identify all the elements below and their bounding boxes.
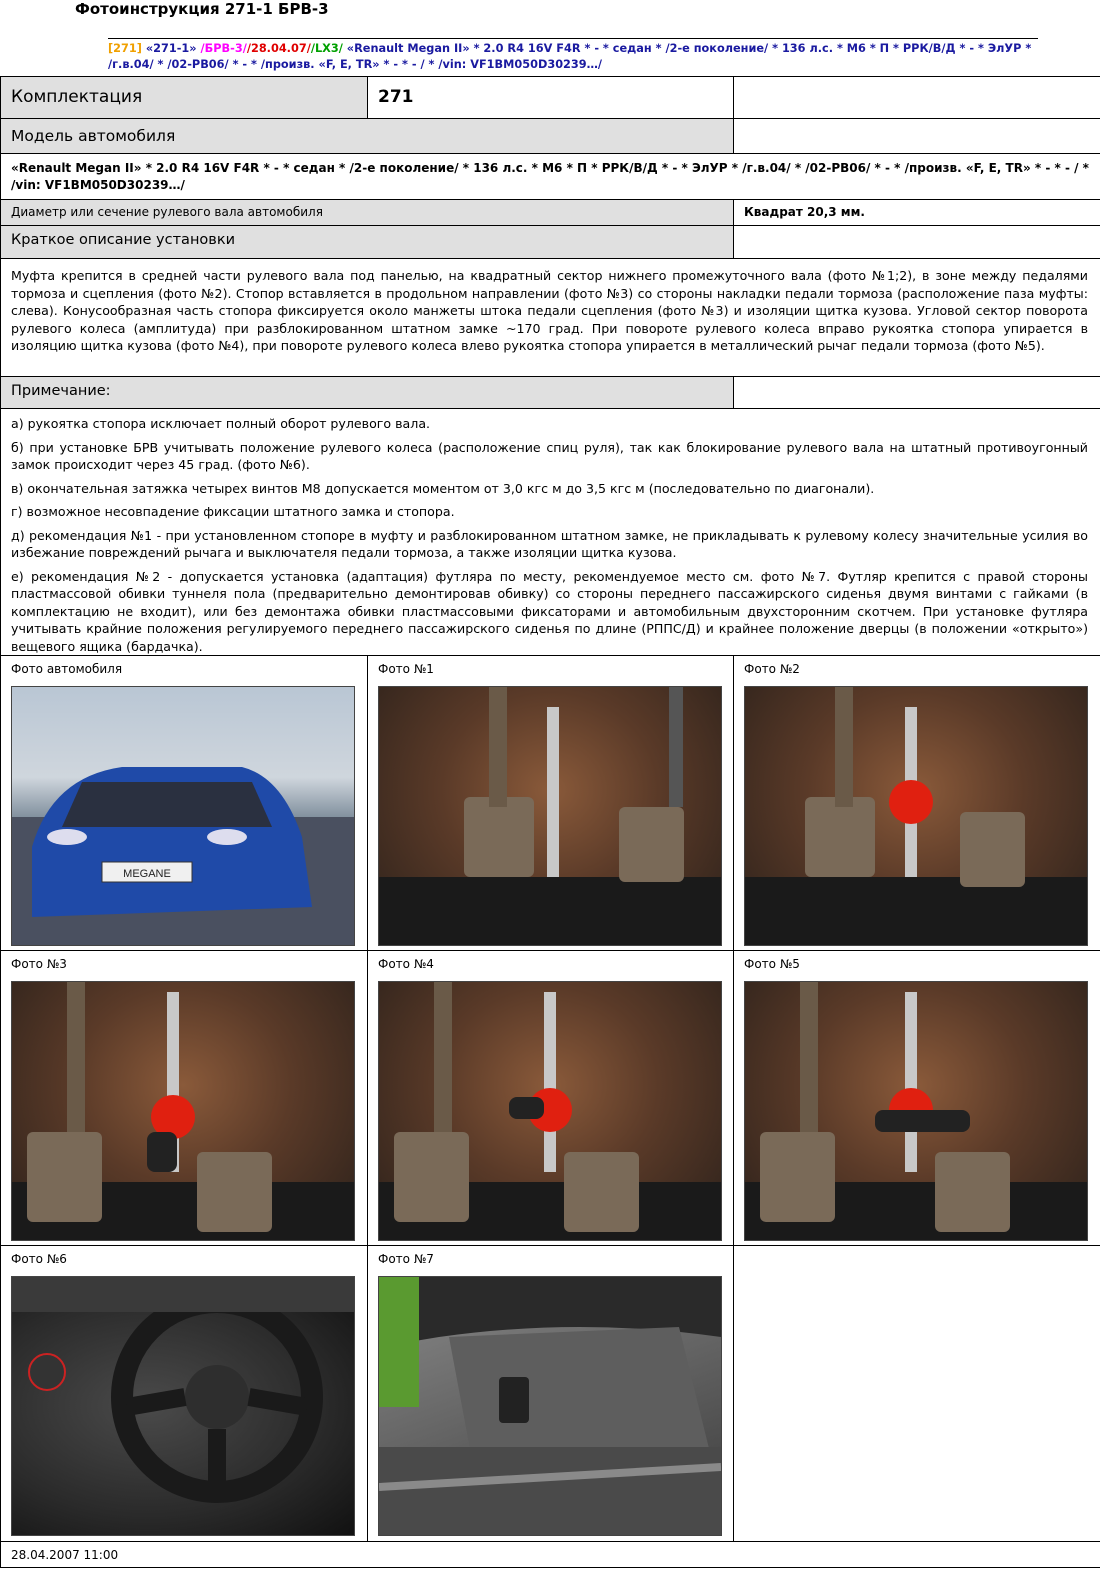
- header-code-product: /БРВ-3/: [200, 42, 247, 55]
- instruction-table: [0, 76, 1100, 1568]
- notes-block: [1, 409, 1100, 656]
- empty-cell: [734, 77, 1100, 119]
- photo-5: [744, 981, 1088, 1241]
- photo-car-label: Фото автомобиля: [11, 662, 123, 676]
- photo-cell-car: [1, 656, 368, 951]
- footer-date: 28.04.2007 11:00: [1, 1542, 1100, 1568]
- photo-6-label: Фото №6: [11, 1252, 67, 1266]
- note-label: Примечание:: [1, 377, 734, 409]
- desc-label: Краткое описание установки: [1, 226, 734, 259]
- model-value: «Renault Megan II» * 2.0 R4 16V F4R * - * седан * /2-е поколение/ * 136 л.с. * М6 * П * РРК/В/Д * - * ЭлУР * /г.в.04/ * /02-РВ06/ * - * /произв. «F, E, TR» * - * - / * /vin: VF1BM050D30239…/: [1, 154, 1100, 200]
- photo-car: [11, 686, 355, 946]
- photo-cell-1: [368, 656, 734, 951]
- photo-2: [744, 686, 1088, 946]
- photo-4-label: Фото №4: [378, 957, 434, 971]
- diameter-label: Диаметр или сечение рулевого вала автомобиля: [1, 200, 734, 226]
- photo-cell-4: [368, 951, 734, 1246]
- empty-cell: [734, 119, 1100, 154]
- komplektaciya-label: Комплектация: [1, 77, 368, 119]
- empty-cell: [734, 1246, 1100, 1542]
- photo-7: [378, 1276, 722, 1536]
- note-c: в) окончательная затяжка четырех винтов М8 допускается моментом от 3,0 кгс м до 3,5 кгс м (последовательно по диагонали).: [11, 480, 875, 496]
- photo-cell-3: [1, 951, 368, 1246]
- header-code-kit: «271-1»: [141, 42, 201, 55]
- header-divider: [108, 38, 1038, 39]
- header-code-date: /28.04.07/: [246, 42, 311, 55]
- page-title: Фотоинструкция 271-1 БРВ-3: [75, 0, 329, 18]
- photo-cell-5: [734, 951, 1100, 1246]
- model-label: Модель автомобиля: [1, 119, 734, 154]
- note-d: г) возможное несовпадение фиксации штатного замка и стопора.: [11, 504, 455, 519]
- photo-1: [378, 686, 722, 946]
- photo-cell-6: [1, 1246, 368, 1542]
- empty-cell: [734, 377, 1100, 409]
- header-code-vehicle: «Renault Megan II» * 2.0 R4 16V F4R * - * седан * /2-е поколение/ * 136 л.с. * М6 * П * РРК/В/Д * - * ЭлУР * /г.в.04/ * /02-РВ06/ * - * /произв. «F, E, TR» * - * - / * /vin: VF1BM050D30239…/: [108, 42, 1032, 71]
- diameter-value: Квадрат 20,3 мм.: [734, 200, 1100, 226]
- header-code-number: [271]: [108, 42, 142, 55]
- photo-6: [11, 1276, 355, 1536]
- header-code-lx: /LX3/: [310, 42, 343, 55]
- car-badge: MEGANE: [123, 868, 171, 880]
- photo-3: [11, 981, 355, 1241]
- note-e: д) рекомендация №1 - при установленном стопоре в муфту и разблокированном штатном замке, не прикладывать к рулевому колесу значительные усилия во избежание повреждений рычага и выключателя педали тормоза, а также изоляции щитка кузова.: [11, 527, 1088, 560]
- empty-cell: [734, 226, 1100, 259]
- photo-2-label: Фото №2: [744, 662, 800, 676]
- note-b: б) при установке БРВ учитывать положение рулевого колеса (расположение спиц руля), так как блокирование рулевого вала на штатный противоугонный замок происходит через 45 град. (фото №6).: [11, 439, 1088, 472]
- photo-cell-2: [734, 656, 1100, 951]
- desc-text: Муфта крепится в средней части рулевого вала под панелью, на квадратный сектор нижнего промежуточного вала (фото №1;2), в зоне между педалями тормоза и сцепления (фото №2). Стопор вставляется в продольном направлении (фото №3) со стороны накладки педали тормоза (расположение паза муфты: слева). Конусообразная часть стопора фиксируется около манжеты штока педали сцепления (фото №3) и изоляции щитка кузова. Угловой сектор поворота рулевого колеса (амплитуда) при разблокированном штатном замке ~170 град. При повороте рулевого колеса вправо рукоятка стопора упирается в изоляцию щитка кузова (фото №4), при повороте рулевого колеса влево рукоятка стопора упирается в металлический рычаг педали тормоза (фото №5).: [1, 259, 1100, 377]
- photo-3-label: Фото №3: [11, 957, 67, 971]
- photo-cell-7: [368, 1246, 734, 1542]
- note-f: е) рекомендация №2 - допускается установка (адаптация) футляра по месту, рекомендуемое место см. фото №7. Футляр крепится с правой стороны пластмассовой обивки туннеля пола (предварительно демонтировав обивку) со стороны переднего пассажирского сиденья двумя винтами с гайками (в комплектацию не входит), или без демонтажа обивки пластмассовыми фиксаторами и автомобильным двухсторонним скотчем. При установке футляра учитывать крайние положения регулируемого переднего пассажирского сиденья по длине (РППС/Д) и крайнее положение дверцы (в положении «открыто») вещевого ящика (бардачка).: [11, 568, 1088, 654]
- photo-1-label: Фото №1: [378, 662, 434, 676]
- komplektaciya-value: 271: [368, 77, 734, 119]
- photo-5-label: Фото №5: [744, 957, 800, 971]
- header-code-line: [108, 41, 1038, 73]
- note-a: а) рукоятка стопора исключает полный оборот рулевого вала.: [11, 416, 431, 431]
- photo-4: [378, 981, 722, 1241]
- photo-7-label: Фото №7: [378, 1252, 434, 1266]
